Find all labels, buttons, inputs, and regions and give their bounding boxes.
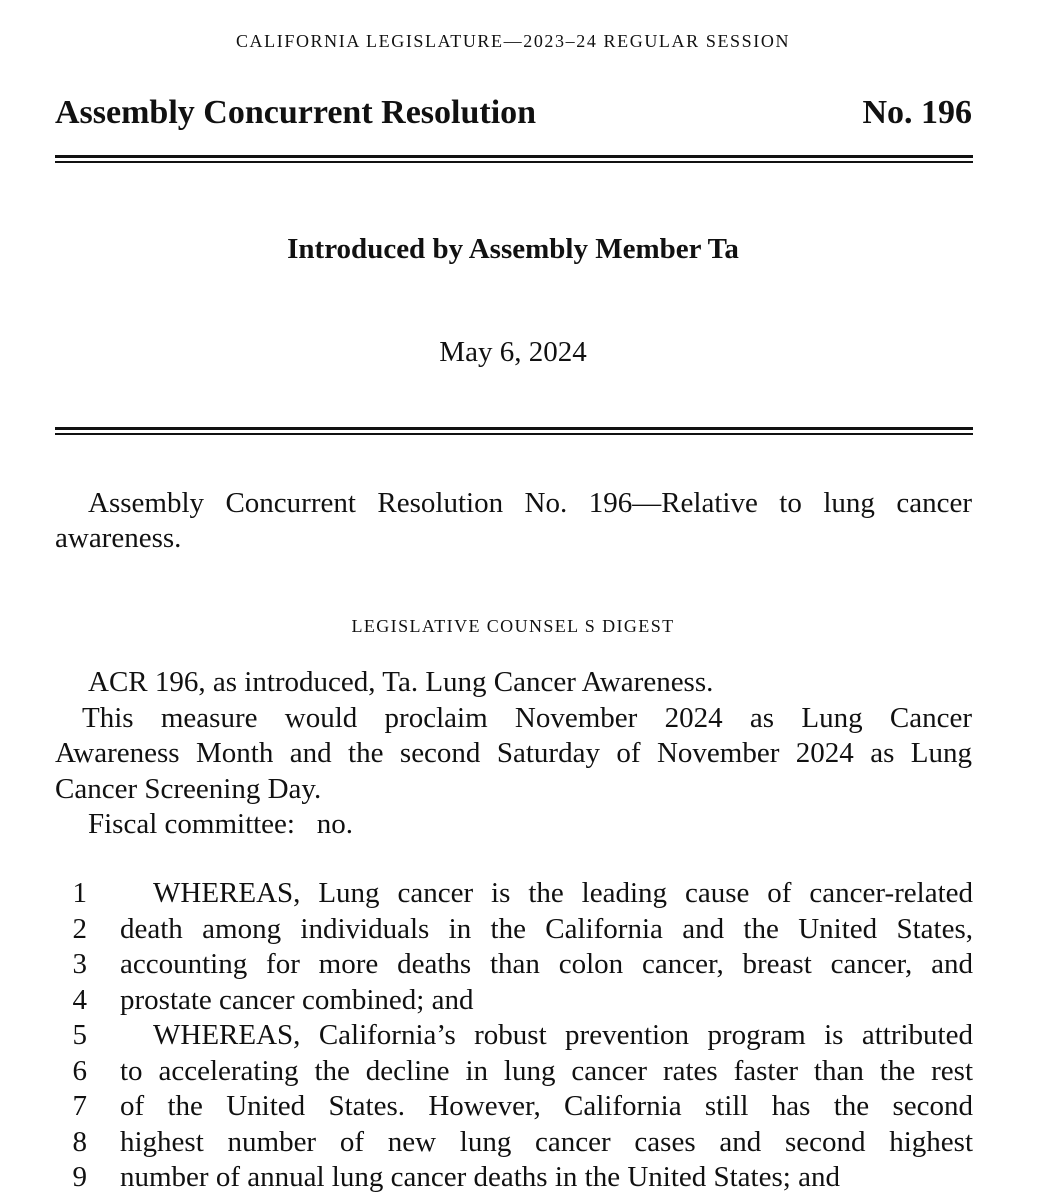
- line-number: 8: [72, 1125, 87, 1158]
- line-text: death among individuals in the California and the United States,: [120, 912, 973, 945]
- line-number: 7: [72, 1090, 87, 1122]
- session-header: CALIFORNIA LEGISLATURE—2023–24 REGULAR SESSION: [235, 31, 791, 51]
- line-number: 5: [72, 1019, 87, 1051]
- bill-title: Assembly Concurrent Resolution: [55, 94, 537, 131]
- numbered-line: [55, 1018, 973, 1054]
- resolution-body: [55, 876, 973, 1196]
- line-text: highest number of new lung cancer cases and second highest: [120, 1125, 973, 1158]
- numbered-line: [55, 1125, 973, 1161]
- resolution-intro: [55, 486, 972, 556]
- line-text: number of annual lung cancer deaths in the United States; and: [120, 1161, 840, 1193]
- line-text: WHEREAS, Lung cancer is the leading cause of cancer-related: [153, 877, 973, 909]
- line-number: 9: [72, 1161, 87, 1193]
- line-text: to accelerating the decline in lung cancer rates faster than the rest: [120, 1054, 973, 1087]
- line-number: 1: [72, 877, 87, 909]
- numbered-line: [55, 876, 973, 912]
- numbered-line: [55, 1160, 973, 1196]
- resolution-intro-line: awareness.: [55, 522, 182, 554]
- resolution-intro-line: Assembly Concurrent Resolution No. 196—Relative to lung cancer: [88, 487, 972, 519]
- line-number: 3: [72, 948, 87, 980]
- title-divider: [55, 155, 973, 163]
- introduced-date: May 6, 2024: [439, 336, 587, 368]
- digest-fiscal: Fiscal committee: no.: [88, 808, 353, 840]
- line-number: 4: [72, 983, 87, 1016]
- header-divider: [55, 427, 973, 435]
- numbered-line: [55, 947, 973, 983]
- introduced-by: Introduced by Assembly Member Ta: [287, 233, 739, 265]
- digest-heading: LEGISLATIVE COUNSEL S DIGEST: [351, 616, 675, 636]
- line-text: of the United States. However, California still has the second: [120, 1090, 973, 1122]
- line-text: accounting for more deaths than colon cancer, breast cancer, and: [120, 948, 973, 980]
- line-number: 6: [72, 1054, 87, 1087]
- numbered-line: [55, 912, 973, 948]
- digest-measure-line: This measure would proclaim November 2024 as Lung Cancer: [82, 701, 972, 734]
- digest-measure-line: Awareness Month and the second Saturday of November 2024 as Lung: [55, 737, 972, 769]
- numbered-line: [55, 983, 973, 1019]
- numbered-line: [55, 1089, 973, 1125]
- bill-title-row: [55, 93, 972, 133]
- numbered-line: [55, 1054, 973, 1090]
- digest-body: [55, 665, 972, 843]
- digest-measure-line: Cancer Screening Day.: [55, 772, 322, 805]
- bill-number: No. 196: [862, 94, 972, 131]
- line-number: 2: [72, 912, 87, 945]
- line-text: prostate cancer combined; and: [120, 983, 474, 1016]
- line-text: WHEREAS, California’s robust prevention program is attributed: [153, 1019, 973, 1051]
- digest-summary: ACR 196, as introduced, Ta. Lung Cancer Awareness.: [88, 666, 714, 698]
